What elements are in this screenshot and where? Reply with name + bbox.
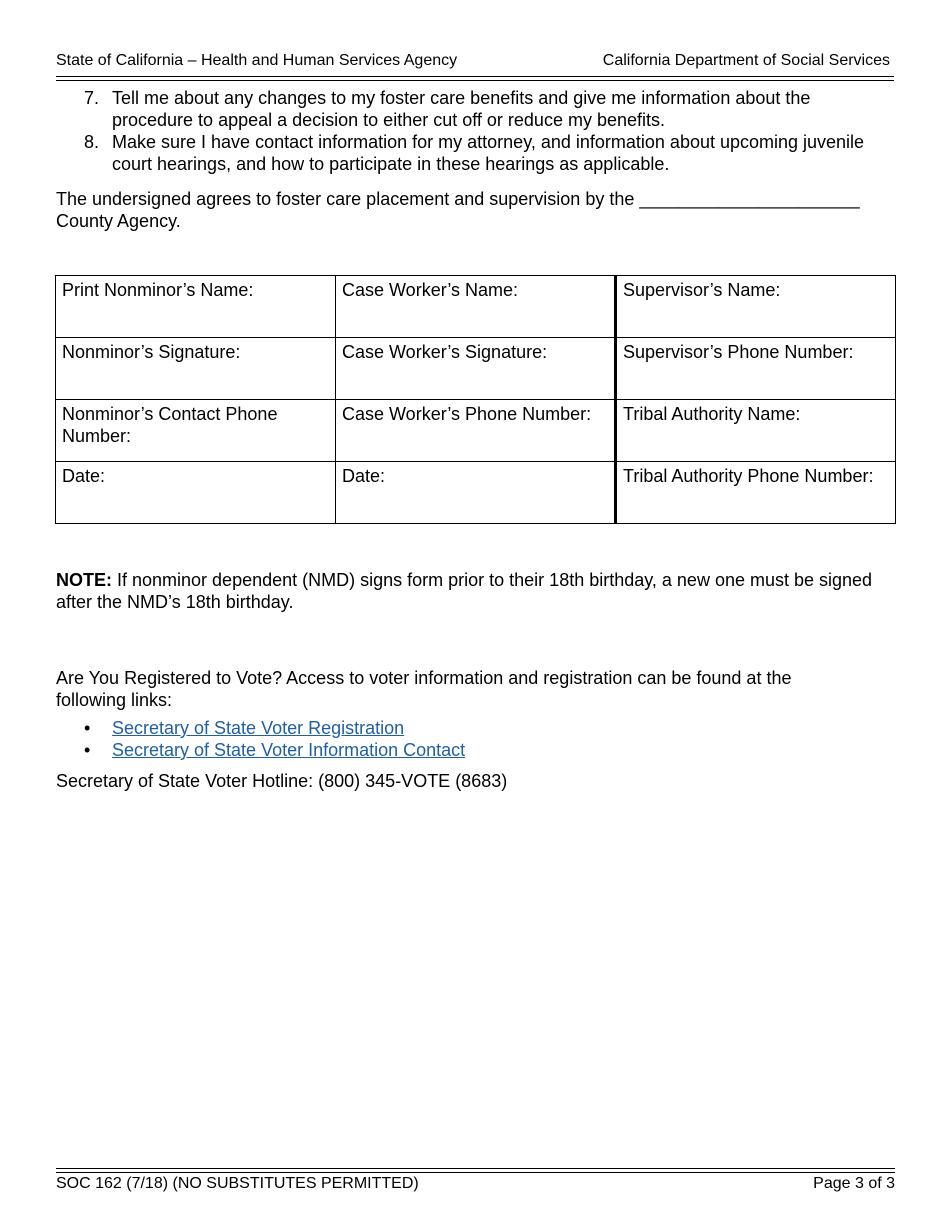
nonminor-signature-field[interactable]: Nonminor’s Signature: [56,338,336,400]
bullet-icon: • [84,718,91,738]
supervisor-name-field[interactable]: Supervisor’s Name: [616,276,896,338]
tribal-authority-name-field[interactable]: Tribal Authority Name: [616,400,896,462]
header-rule-bottom [56,80,894,81]
list-item-text: Make sure I have contact information for my attorney, and information about upcoming juvenile court hearings, and how to participate in these hearings as applicable. [112,132,865,174]
form-number: SOC 162 (7/18) (NO SUBSTITUTES PERMITTED) [56,1175,419,1192]
footer-rule-top [56,1168,895,1169]
signature-table [55,275,896,524]
note-text: If nonminor dependent (NMD) signs form prior to their 18th birthday, a new one must be signed after the NMD’s 18th birthday. [56,570,873,612]
voter-intro: Are You Registered to Vote? Access to voter information and registration can be found at the following links: [56,668,792,710]
table-row [56,400,896,462]
case-worker-date-field[interactable]: Date: [336,462,616,524]
agreement-paragraph [56,188,896,232]
list-item [56,131,896,175]
header-department: California Department of Social Services [602,52,890,69]
nonminor-phone-field[interactable]: Nonminor’s Contact Phone Number: [56,400,336,462]
bullet-icon: • [84,740,91,760]
table-row [56,338,896,400]
list-item-text: Tell me about any changes to my foster care benefits and give me information about the procedure to appeal a decision to either cut off or reduce my benefits. [112,88,811,130]
list-item-number: 7. [84,88,100,108]
list-item [56,717,465,739]
note-paragraph [56,569,896,613]
voter-links-list [56,717,465,761]
nonminor-date-field[interactable]: Date: [56,462,336,524]
header-agency: State of California – Health and Human Services Agency [56,52,458,69]
case-worker-name-field[interactable]: Case Worker’s Name: [336,276,616,338]
list-item-number: 8. [84,132,100,152]
table-row [56,462,896,524]
page-header [56,52,890,72]
agreement-line-1: The undersigned agrees to foster care placement and supervision by the ______________________ [56,189,860,209]
page-footer [56,1175,895,1193]
agreement-line-2: County Agency. [56,211,181,231]
voter-hotline: Secretary of State Voter Hotline: (800) 345-VOTE (8683) [56,771,508,791]
voter-registration-link[interactable]: Secretary of State Voter Registration [112,718,405,738]
case-worker-signature-field[interactable]: Case Worker’s Signature: [336,338,616,400]
footer-rule-bottom [56,1172,895,1173]
page-number: Page 3 of 3 [813,1175,895,1192]
voter-information-link[interactable]: Secretary of State Voter Information Contact [112,740,466,760]
note-label: NOTE: [56,570,112,590]
list-item [56,87,896,131]
tribal-authority-phone-field[interactable]: Tribal Authority Phone Number: [616,462,896,524]
list-item [56,739,465,761]
supervisor-phone-field[interactable]: Supervisor’s Phone Number: [616,338,896,400]
table-row [56,276,896,338]
case-worker-phone-field[interactable]: Case Worker’s Phone Number: [336,400,616,462]
nonminor-name-field[interactable]: Print Nonminor’s Name: [56,276,336,338]
rights-list [56,87,896,175]
header-rule-top [56,76,894,77]
